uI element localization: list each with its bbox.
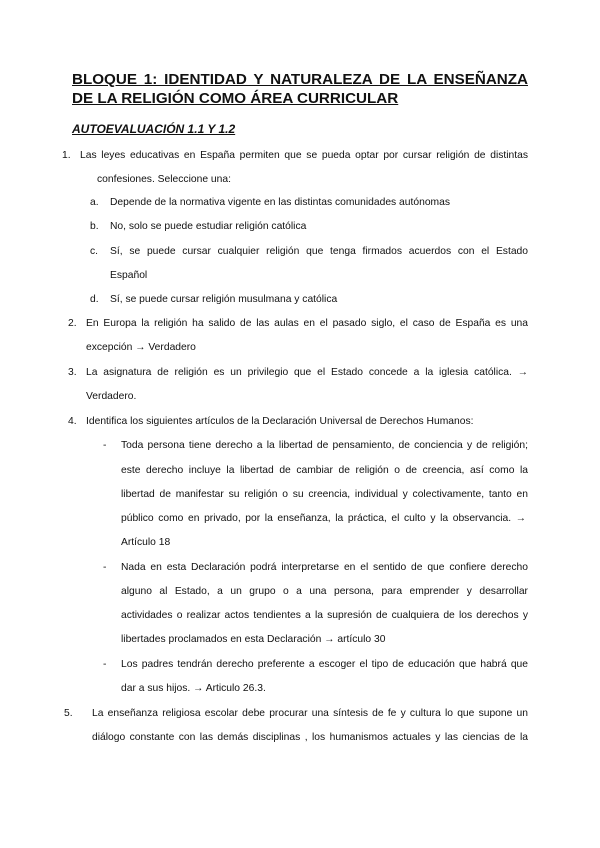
question-text: diálogo constante con las demás disciplinas , los humanismos actuales y las ciencias de la	[92, 732, 528, 743]
question-text: La asignatura de religión es un privilegio que el Estado concede a la iglesia católica. →	[86, 367, 528, 378]
option-letter: c.	[90, 246, 99, 257]
option-letter: d.	[90, 294, 99, 305]
article-text: Nada en esta Declaración podrá interpretarse en el sentido de que confiere derecho	[121, 562, 528, 573]
page-title: BLOQUE 1: IDENTIDAD Y NATURALEZA DE LA ENSEÑANZA DE LA RELIGIÓN COMO ÁREA CURRICULAR	[72, 71, 528, 107]
question-text: Las leyes educativas en España permiten que se pueda optar por cursar religión de distintas	[80, 150, 528, 161]
option-text: Sí, se puede cursar religión musulmana y católica	[110, 294, 338, 305]
question-text: excepción → Verdadero	[86, 342, 196, 353]
article-text: libertades proclamados en esta Declaración → artículo 30	[121, 634, 386, 645]
question-text: En Europa la religión ha salido de las aulas en el pasado siglo, el caso de España es una	[86, 318, 528, 329]
question-number: 3.	[68, 367, 77, 378]
option-letter: b.	[90, 221, 99, 232]
section-subtitle: AUTOEVALUACIÓN 1.1 Y 1.2	[72, 122, 236, 136]
article-text: alguno al Estado, a un grupo o a una persona, para emprender y desarrollar	[121, 586, 528, 597]
question-text: confesiones. Seleccione una:	[97, 174, 231, 185]
question-text: Identifica los siguientes artículos de la Declaración Universal de Derechos Humanos:	[86, 416, 474, 427]
question-number: 1.	[62, 150, 71, 161]
option-text: No, solo se puede estudiar religión católica	[110, 221, 307, 232]
option-text: Sí, se puede cursar cualquier religión que tenga firmados acuerdos con el Estado	[110, 246, 528, 257]
list-dash: -	[103, 659, 107, 670]
article-text: dar a sus hijos. → Articulo 26.3.	[121, 683, 266, 694]
question-text: Verdadero.	[86, 391, 137, 402]
list-dash: -	[103, 440, 107, 451]
article-text: Los padres tendrán derecho preferente a escoger el tipo de educación que habrá que	[121, 659, 528, 670]
question-text: La enseñanza religiosa escolar debe procurar una síntesis de fe y cultura lo que supone un	[92, 708, 528, 719]
article-text: Toda persona tiene derecho a la libertad de pensamiento, de conciencia y de religión;	[121, 440, 528, 451]
question-number: 2.	[68, 318, 77, 329]
article-text: libertad de manifestar su religión o su creencia, individual y colectivamente, tanto en	[121, 489, 528, 500]
article-text: actividades o realizar actos tendientes a la supresión de cualquiera de los derechos y	[121, 610, 528, 621]
option-letter: a.	[90, 197, 99, 208]
option-text: Español	[110, 270, 148, 281]
question-number: 4.	[68, 416, 77, 427]
article-text: público como en privado, por la enseñanza, la práctica, el culto y la observancia. →	[121, 513, 526, 524]
option-text: Depende de la normativa vigente en las distintas comunidades autónomas	[110, 197, 451, 208]
article-text: este derecho incluye la libertad de cambiar de religión o de creencia, así como la	[121, 465, 528, 476]
list-dash: -	[103, 562, 107, 573]
question-number: 5.	[64, 708, 73, 719]
article-text: Artículo 18	[121, 537, 171, 548]
